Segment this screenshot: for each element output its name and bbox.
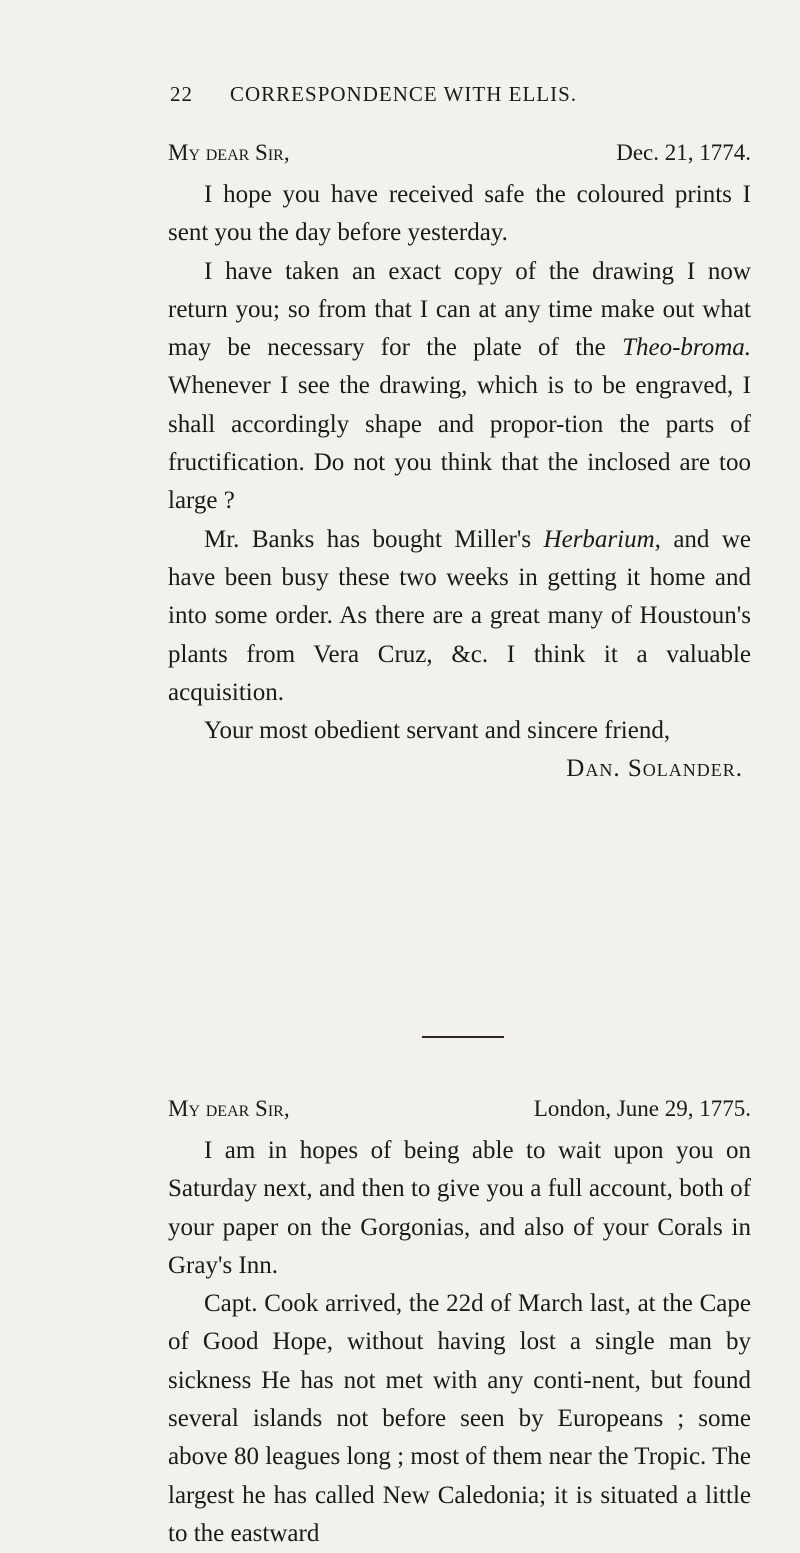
- letter-1-paragraph-1: I hope you have received safe the coloured prints I sent you the day before yesterday.: [168, 181, 751, 247]
- letter-2-salutation: My dear Sir,: [168, 1096, 290, 1121]
- letter-1-salutation: My dear Sir,: [168, 140, 290, 165]
- letter-1-paragraph-3: [168, 521, 751, 712]
- running-title: CORRESPONDENCE WITH ELLIS.: [230, 82, 578, 106]
- letter-2-paragraph-2: Capt. Cook arrived, the 22d of March last, at the Cape of Good Hope, without having lost a single man by sickness He has not met with any conti-nent, but found several islands not before seen by Europeans ; some above 80 leagues long ; most of them near the Tropic. The largest he has called New Caledonia; it is situated a little to the eastward: [168, 1290, 751, 1547]
- letter-1: [168, 140, 751, 789]
- letter-1-closing: Your most obedient servant and sincere friend,: [204, 717, 671, 745]
- letter-1-p2-text-b: Whenever I see the drawing, which is to be engraved, I shall accordingly shape and propor-tion the parts of fructification. Do not you think that the inclosed are too large ?: [168, 372, 751, 515]
- letter-1-date: Dec. 21, 1774.: [616, 140, 751, 165]
- letter-2-heading: [168, 1096, 751, 1132]
- letter-1-p2-text-a: I have taken an exact copy of the drawing I now return you; so from that I can at any time make out what may be necessary for the plate of the: [168, 257, 751, 362]
- letter-2-date: London, June 29, 1775.: [533, 1096, 751, 1121]
- letter-1-p2-italic: Theo-broma.: [622, 334, 751, 362]
- letter-2-paragraph-1: I am in hopes of being able to wait upon you on Saturday next, and then to give you a full account, both of your paper on the Gorgonias, and also of your Corals in Gray's Inn.: [168, 1137, 751, 1279]
- letter-1-paragraph-2: [168, 253, 751, 521]
- page-number: 22: [170, 82, 193, 106]
- letter-2: [168, 1096, 751, 1553]
- letter-1-p3-text-a: Mr. Banks has bought Miller's: [204, 525, 544, 553]
- section-divider: [422, 1036, 504, 1038]
- letter-1-p3-italic: Herbarium,: [543, 525, 661, 553]
- letter-1-signature: Dan. Solander.: [566, 755, 743, 783]
- letter-1-p3-text-b: and we have been busy these two weeks in getting it home and into some order. As there are a great many of Houstoun's plants from Vera Cruz, &c. I think it a valuable acquisition.: [168, 525, 752, 706]
- letter-1-heading: [168, 140, 751, 176]
